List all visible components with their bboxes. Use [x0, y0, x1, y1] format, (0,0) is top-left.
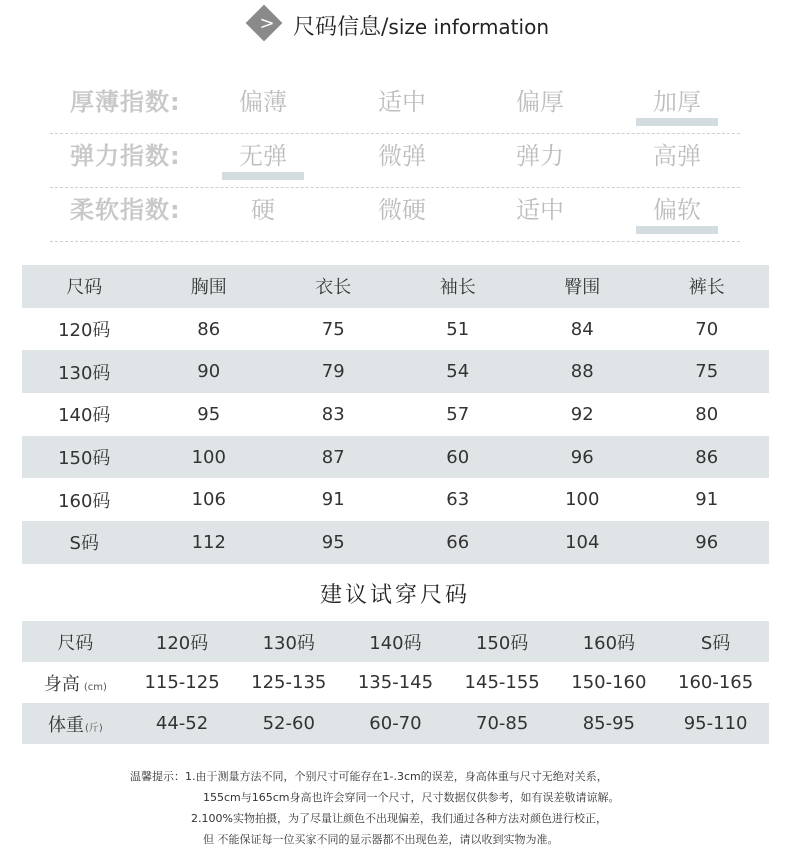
table-cell: 95 [197, 403, 221, 425]
table-cell: 96 [645, 521, 770, 564]
note-line: 155cm与165cm身高也许会穿同一个尺寸，尺寸数据仅供参考，如有误差敬请谅解。 [203, 791, 620, 804]
table-cell: 100 [565, 489, 600, 511]
table-cell: 54 [396, 350, 521, 393]
note-line: 但 不能保证每一位买家不同的显示器都不出现色差，请以收到实物为准。 [203, 833, 559, 846]
table-cell: 130码 [235, 621, 342, 662]
index-option: 偏厚 [516, 88, 564, 116]
table-cell: 86 [645, 436, 770, 479]
table-cell: 120码 [58, 320, 111, 342]
table-cell: 150码 [449, 621, 556, 662]
table-cell: 140码 [58, 405, 111, 427]
table-cell: 60-70 [342, 703, 449, 744]
table-cell: 92 [570, 403, 594, 425]
title-cn: 尺码信息/ [293, 15, 389, 40]
table-cell: S码 [662, 621, 769, 662]
table-cell: 91 [321, 489, 345, 511]
table-cell: 130码 [22, 350, 147, 393]
index-label: 柔软指数: [70, 196, 181, 224]
column-header: 衣长 [271, 265, 396, 308]
note-line: 2.100%实物拍摄，为了尽量让颜色不出现偏差，我们通过各种方法对颜色进行校正， [191, 812, 607, 825]
index-row-elasticity [50, 134, 740, 188]
index-row-softness [50, 188, 740, 242]
table-cell: 140码 [342, 621, 449, 662]
table-cell: 80 [695, 403, 719, 425]
height-unit: (cm) [83, 681, 107, 693]
table-cell: 86 [197, 318, 221, 340]
table-cell: 87 [271, 436, 396, 479]
index-option: 微硬 [378, 196, 426, 224]
table-cell: 96 [520, 436, 645, 479]
selected-marker [636, 226, 718, 234]
weight-label: 体重 [47, 714, 84, 736]
table-row [22, 350, 769, 393]
index-option: 适中 [378, 88, 426, 116]
table-cell: 44-52 [129, 703, 236, 744]
index-option: 高弹 [653, 142, 701, 170]
table-cell: 63 [446, 489, 470, 511]
page-title [293, 12, 549, 42]
index-label: 弹力指数: [70, 142, 181, 170]
table-cell: 70 [695, 318, 719, 340]
table-cell: S码 [22, 521, 147, 564]
recommend-weight-row [22, 703, 769, 744]
table-header-row [22, 265, 769, 308]
index-option-selected: 无弹 [218, 134, 308, 178]
table-cell: 160-165 [678, 672, 754, 693]
table-cell: 52-60 [235, 703, 342, 744]
index-option: 适中 [516, 196, 564, 224]
table-row [22, 436, 769, 479]
table-cell: 150码 [22, 436, 147, 479]
table-cell: 135-145 [357, 672, 434, 693]
column-header: 臀围 [520, 265, 645, 308]
title-en: size information [388, 15, 549, 39]
index-row-thickness [50, 80, 740, 134]
table-cell: 104 [520, 521, 645, 564]
page-header [0, 0, 790, 60]
table-cell: 120码 [129, 621, 236, 662]
table-cell: 75 [321, 318, 345, 340]
table-cell: 115-125 [144, 672, 220, 693]
table-cell: 106 [191, 489, 226, 511]
table-cell: 90 [147, 350, 272, 393]
column-header: 胸围 [147, 265, 272, 308]
index-option: 微弹 [378, 142, 426, 170]
index-option-selected: 加厚 [632, 80, 722, 124]
row-label [22, 703, 129, 744]
table-cell: 100 [147, 436, 272, 479]
table-row [22, 393, 769, 436]
table-cell: 160码 [58, 490, 111, 512]
table-cell: 83 [321, 403, 345, 425]
table-cell: 95 [271, 521, 396, 564]
column-header: 袖长 [396, 265, 521, 308]
table-cell: 91 [695, 489, 719, 511]
note-line: 温馨提示：1.由于测量方法不同，个别尺寸可能存在1-.3cm的误差，身高体重与尺寸无绝对关系， [130, 770, 608, 783]
table-row [22, 308, 769, 351]
index-option: 硬 [251, 196, 275, 224]
table-cell: 60 [396, 436, 521, 479]
index-label: 厚薄指数: [70, 88, 181, 116]
table-cell: 125-135 [251, 672, 327, 693]
table-cell: 66 [396, 521, 521, 564]
size-table [22, 265, 769, 564]
weight-unit: (斤) [84, 722, 103, 734]
row-label: 尺码 [22, 621, 129, 662]
recommend-size-row [22, 621, 769, 662]
table-cell: 57 [446, 403, 470, 425]
table-cell: 85-95 [556, 703, 663, 744]
table-cell: 95-110 [662, 703, 769, 744]
table-cell: 160码 [556, 621, 663, 662]
column-header: 尺码 [22, 265, 147, 308]
height-label: 身高 [43, 673, 80, 695]
recommend-table [22, 621, 769, 744]
table-row [22, 521, 769, 564]
table-cell: 51 [446, 318, 470, 340]
table-cell: 70-85 [449, 703, 556, 744]
index-option-selected: 偏软 [632, 188, 722, 232]
index-option: 偏薄 [239, 88, 287, 116]
chevron-right-icon: > [259, 13, 275, 34]
table-cell: 145-155 [464, 672, 540, 693]
column-header: 裤长 [645, 265, 770, 308]
table-cell: 84 [570, 318, 594, 340]
row-label [22, 662, 129, 703]
table-cell: 112 [147, 521, 272, 564]
selected-marker [636, 118, 718, 126]
table-cell: 79 [271, 350, 396, 393]
index-option: 弹力 [516, 142, 564, 170]
table-row [22, 478, 769, 521]
recommend-title: 建议试穿尺码 [319, 583, 470, 608]
table-cell: 75 [645, 350, 770, 393]
table-cell: 150-160 [571, 672, 647, 693]
table-cell: 88 [520, 350, 645, 393]
divider [50, 241, 740, 242]
recommend-height-row [22, 662, 769, 703]
selected-marker [222, 172, 304, 180]
